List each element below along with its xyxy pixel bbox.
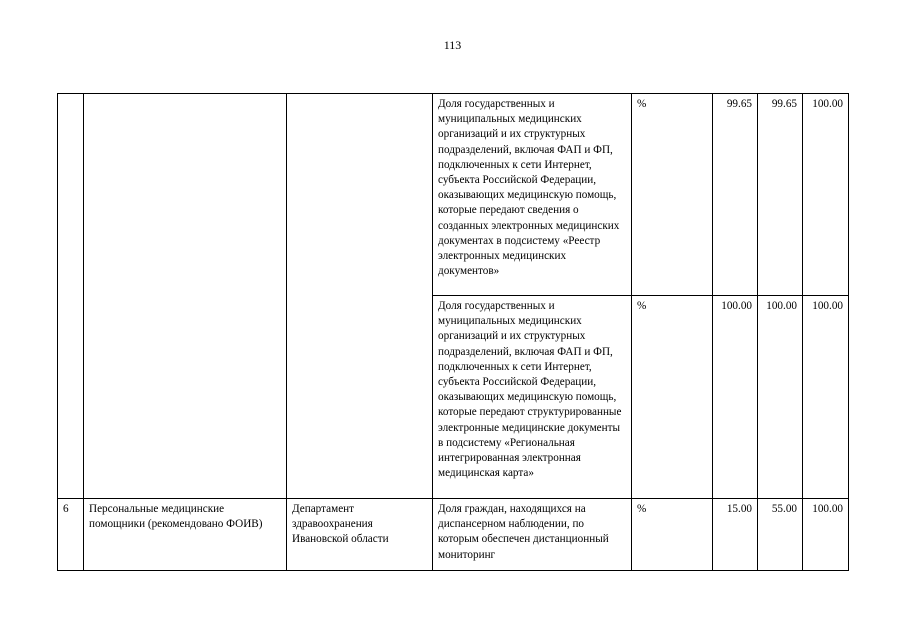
project-name-cell: Персональные медицинские помощники (рекомендовано ФОИВ): [84, 499, 287, 571]
row-number-cell: 6: [58, 499, 84, 571]
value-cell-1: 99.65: [713, 94, 758, 296]
page-number: 113: [443, 38, 462, 52]
indicator-cell: Доля государственных и муниципальных медицинских организаций и их структурных подразделений, включая ФАП и ФП, подключенных к сети Интернет, субъекта Российской Федерации, оказывающих медицинскую помощь, которые передают сведения о созданных электронных медицинских документах в подсистему «Реестр электронных медицинских документов»: [433, 94, 632, 296]
indicator-cell: Доля граждан, находящихся на диспансерном наблюдении, по которым обеспечен дистанционный мониторинг: [433, 499, 632, 571]
table-row: [58, 94, 849, 296]
value-cell-1: 100.00: [713, 296, 758, 499]
indicators-table: [57, 93, 849, 571]
unit-cell: %: [632, 296, 713, 499]
value-cell-2: 55.00: [758, 499, 803, 571]
value-cell-3: 100.00: [803, 296, 849, 499]
executor-cell: [287, 94, 433, 499]
value-cell-3: 100.00: [803, 94, 849, 296]
value-cell-1: 15.00: [713, 499, 758, 571]
value-cell-2: 99.65: [758, 94, 803, 296]
table-row: [58, 499, 849, 571]
value-cell-3: 100.00: [803, 499, 849, 571]
value-cell-2: 100.00: [758, 296, 803, 499]
unit-cell: %: [632, 94, 713, 296]
indicator-cell: Доля государственных и муниципальных медицинских организаций и их структурных подразделений, включая ФАП и ФП, подключенных к сети Интернет, субъекта Российской Федерации, оказывающих медицинскую помощь, которые передают структурированные электронные медицинские документы в подсистему «Региональная интегрированная электронная медицинская карта»: [433, 296, 632, 499]
unit-cell: %: [632, 499, 713, 571]
executor-cell: Департамент здравоохранения Ивановской области: [287, 499, 433, 571]
project-name-cell: [84, 94, 287, 499]
row-number-cell: [58, 94, 84, 499]
